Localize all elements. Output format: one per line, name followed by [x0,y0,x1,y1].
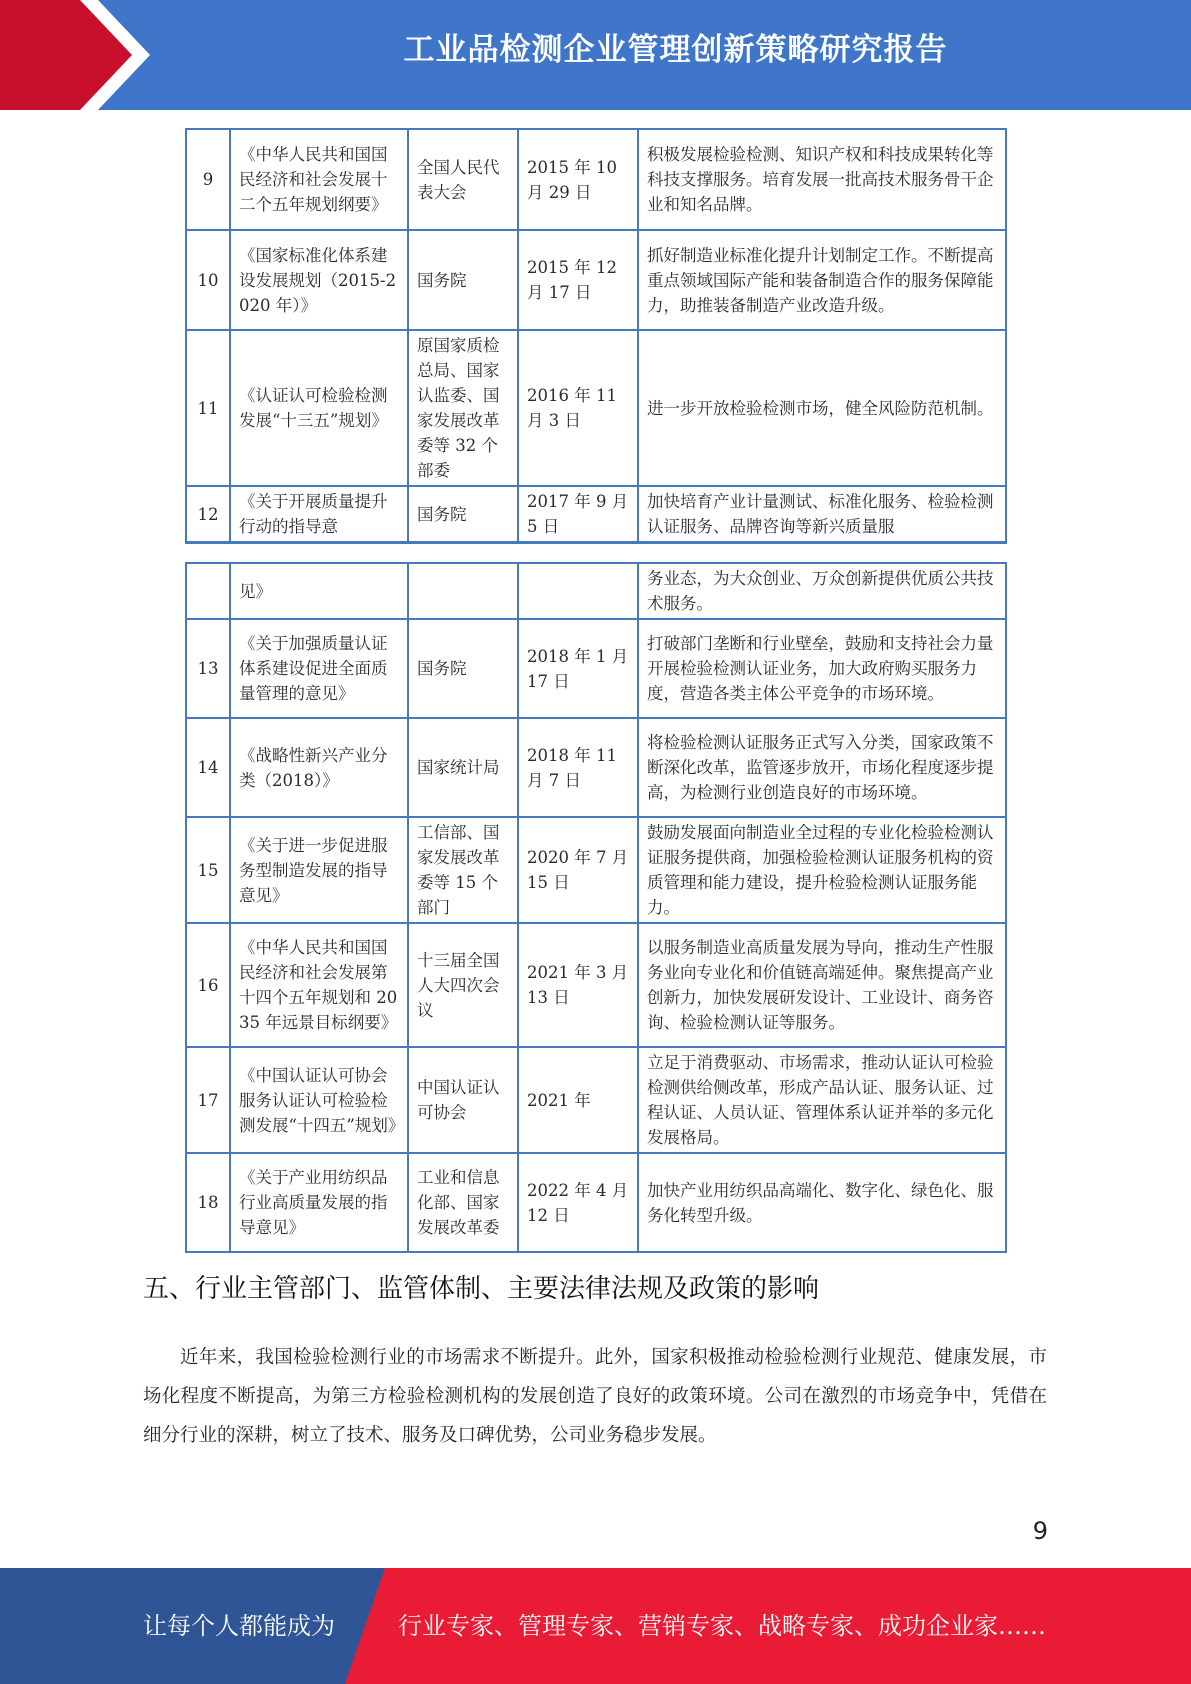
policy-issuer: 工信部、国家发展改革委等 15 个部门 [408,817,518,923]
policy-date: 2015 年 12 月 17 日 [518,230,638,330]
policy-content: 抓好制造业标准化提升计划制定工作。不断提高重点领域国际产能和装备制造合作的服务保障能力，助推装备制造产业改造升级。 [638,230,1006,330]
table-row [186,817,1006,923]
policy-issuer: 全国人民代表大会 [408,129,518,230]
policy-name: 《战略性新兴产业分类（2018）》 [230,718,408,817]
policy-issuer: 中国认证认可协会 [408,1047,518,1153]
policy-issuer: 国务院 [408,230,518,330]
policy-table-top [185,128,1007,544]
policy-content: 加快培育产业计量测试、标准化服务、检验检测认证服务、品牌咨询等新兴质量服 [638,486,1006,543]
row-number: 13 [186,619,230,718]
policy-content: 进一步开放检验检测市场，健全风险防范机制。 [638,330,1006,486]
table-row [186,923,1006,1047]
table-row [186,486,1006,543]
policy-date: 2018 年 1 月 17 日 [518,619,638,718]
policy-name: 《中华人民共和国国民经济和社会发展十二个五年规划纲要》 [230,129,408,230]
row-number: 15 [186,817,230,923]
policy-name: 《认证认可检验检测发展“十三五”规划》 [230,330,408,486]
policy-date [518,563,638,619]
policy-name: 《关于产业用纺织品行业高质量发展的指导意见》 [230,1153,408,1252]
row-number [186,563,230,619]
policy-content: 积极发展检验检测、知识产权和科技成果转化等科技支撑服务。培育发展一批高技术服务骨干企业和知名品牌。 [638,129,1006,230]
policy-table-bottom [185,562,1007,1253]
row-number: 16 [186,923,230,1047]
policy-issuer: 国家统计局 [408,718,518,817]
table-row [186,1153,1006,1252]
table-row [186,230,1006,330]
footer-slogan-left: 让每个人都能成为 [143,1612,335,1640]
policy-name: 《关于加强质量认证体系建设促进全面质量管理的意见》 [230,619,408,718]
table-row [186,718,1006,817]
policy-date: 2017 年 9 月 5 日 [518,486,638,543]
policy-issuer [408,563,518,619]
table-row [186,129,1006,230]
document-title: 工业品检测企业管理创新策略研究报告 [403,32,948,68]
row-number: 17 [186,1047,230,1153]
policy-date: 2016 年 11 月 3 日 [518,330,638,486]
policy-date: 2015 年 10 月 29 日 [518,129,638,230]
table-row [186,1047,1006,1153]
policy-date: 2020 年 7 月 15 日 [518,817,638,923]
section-heading: 五、行业主管部门、监管体制、主要法律法规及政策的影响 [143,1274,820,1304]
policy-content: 打破部门垄断和行业壁垒，鼓励和支持社会力量开展检验检测认证业务，加大政府购买服务力度，营造各类主体公平竞争的市场环境。 [638,619,1006,718]
page-number: 9 [1032,1517,1048,1545]
policy-date: 2021 年 3 月 13 日 [518,923,638,1047]
body-paragraph: 近年来，我国检验检测行业的市场需求不断提升。此外，国家积极推动检验检测行业规范、健康发展，市场化程度不断提高，为第三方检验检测机构的发展创造了良好的政策环境。公司在激烈的市场竞争中，凭借在细分行业的深耕，树立了技术、服务及口碑优势，公司业务稳步发展。 [143,1347,1047,1446]
policy-content: 加快产业用纺织品高端化、数字化、绿色化、服务化转型升级。 [638,1153,1006,1252]
row-number: 10 [186,230,230,330]
policy-content: 立足于消费驱动、市场需求，推动认证认可检验检测供给侧改革，形成产品认证、服务认证、过程认证、人员认证、管理体系认证并举的多元化发展格局。 [638,1047,1006,1153]
policy-date: 2022 年 4 月 12 日 [518,1153,638,1252]
policy-issuer: 十三届全国人大四次会议 [408,923,518,1047]
policy-date: 2021 年 [518,1047,638,1153]
row-number: 9 [186,129,230,230]
policy-name: 《中华人民共和国国民经济和社会发展第十四个五年规划和 2035 年远景目标纲要》 [230,923,408,1047]
policy-content: 务业态，为大众创业、万众创新提供优质公共技术服务。 [638,563,1006,619]
policy-content: 鼓励发展面向制造业全过程的专业化检验检测认证服务提供商，加强检验检测认证服务机构的资质管理和能力建设，提升检验检测认证服务能力。 [638,817,1006,923]
policy-content: 将检验检测认证服务正式写入分类，国家政策不断深化改革，监管逐步放开，市场化程度逐步提高，为检测行业创造良好的市场环境。 [638,718,1006,817]
page-footer [0,1568,1191,1684]
policy-name: 见》 [230,563,408,619]
table-row [186,619,1006,718]
policy-name: 《关于开展质量提升行动的指导意 [230,486,408,543]
policy-name: 《关于进一步促进服务型制造发展的指导意见》 [230,817,408,923]
policy-name: 《中国认证认可协会服务认证认可检验检测发展“十四五”规划》 [230,1047,408,1153]
table-row [186,330,1006,486]
policy-issuer: 国务院 [408,619,518,718]
policy-issuer: 国务院 [408,486,518,543]
row-number: 18 [186,1153,230,1252]
row-number: 14 [186,718,230,817]
row-number: 12 [186,486,230,543]
policy-name: 《国家标准化体系建设发展规划（2015-2020 年）》 [230,230,408,330]
page-header [0,0,1191,110]
footer-slogan-right: 行业专家、管理专家、营销专家、战略专家、成功企业家…… [398,1612,1046,1640]
table-row [186,563,1006,619]
policy-issuer: 工业和信息化部、国家发展改革委 [408,1153,518,1252]
row-number: 11 [186,330,230,486]
policy-content: 以服务制造业高质量发展为导向，推动生产性服务业向专业化和价值链高端延伸。聚焦提高产业创新力，加快发展研发设计、工业设计、商务咨询、检验检测认证等服务。 [638,923,1006,1047]
policy-date: 2018 年 11 月 7 日 [518,718,638,817]
policy-issuer: 原国家质检总局、国家认监委、国家发展改革委等 32 个部委 [408,330,518,486]
